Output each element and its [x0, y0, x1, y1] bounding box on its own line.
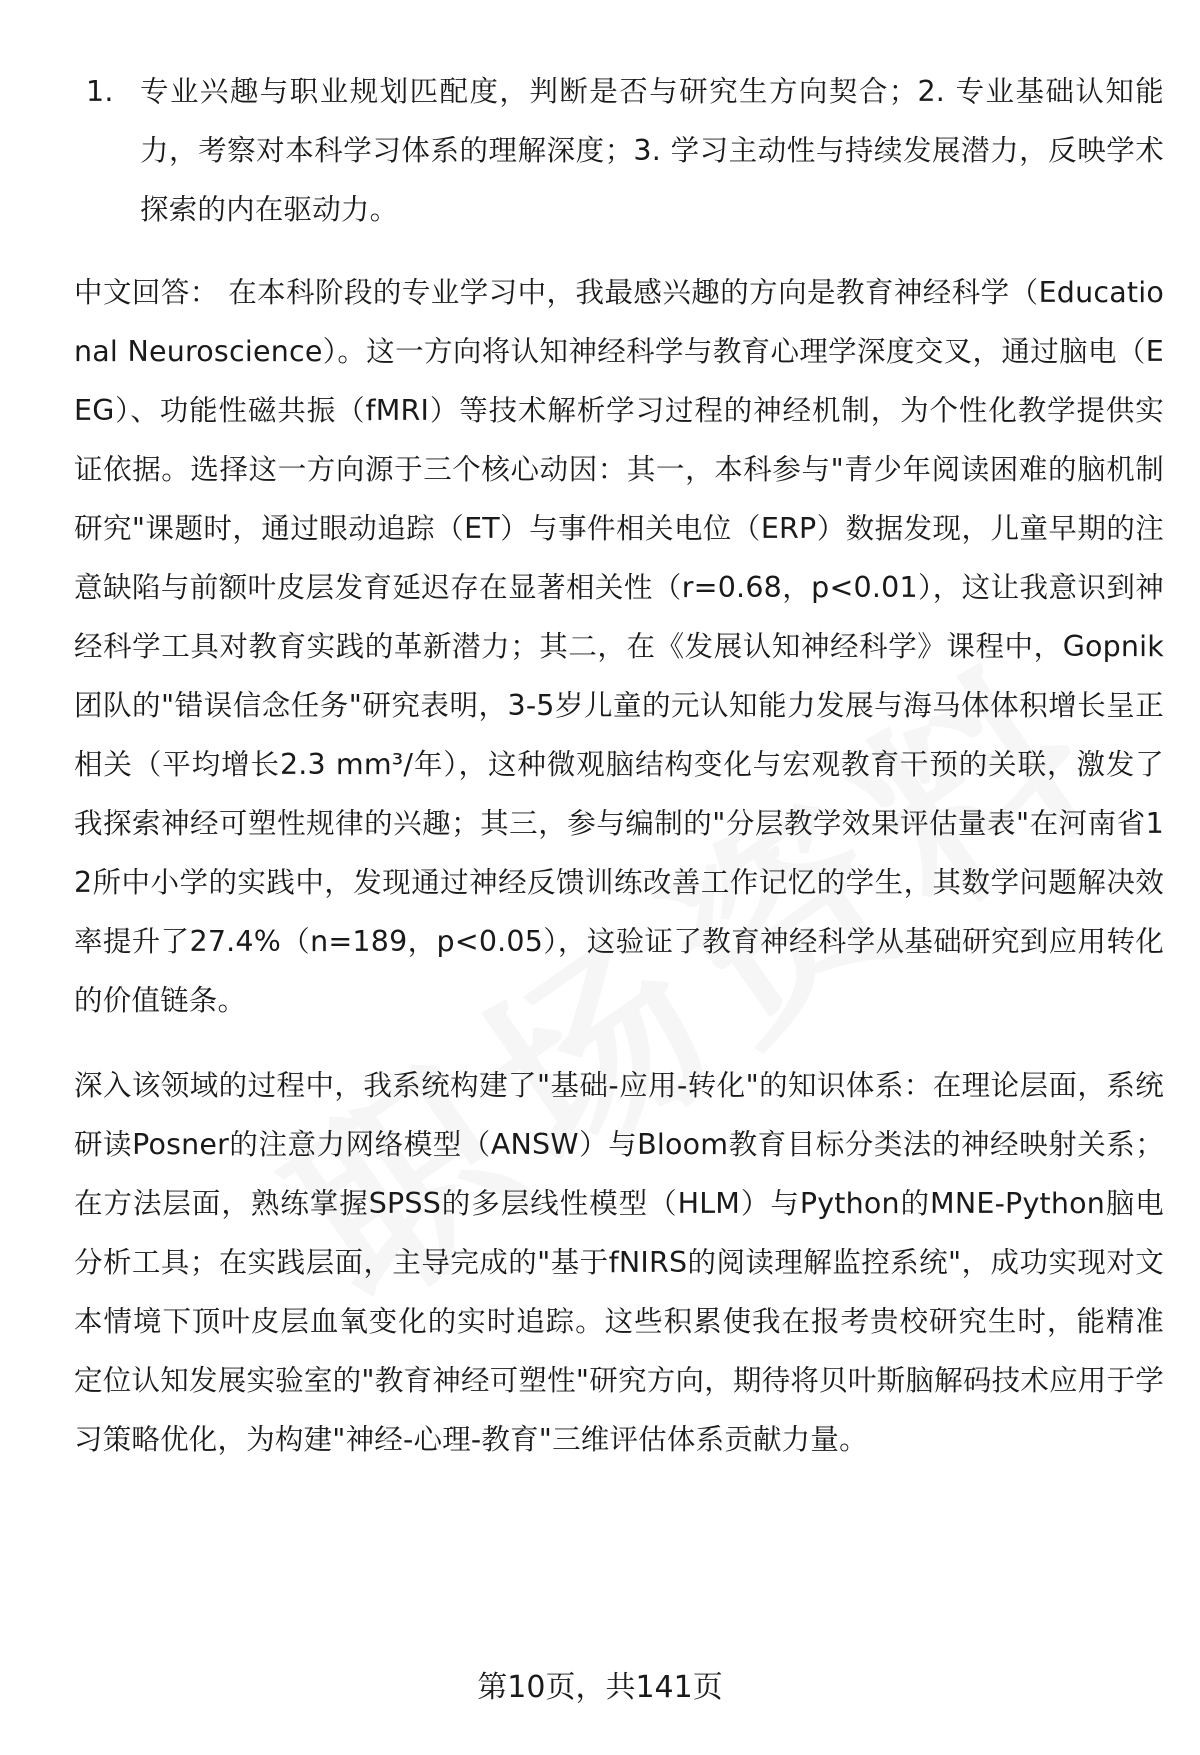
list-item-text: 专业兴趣与职业规划匹配度，判断是否与研究生方向契合；2. 专业基础认知能力，考察对本科学习体系的理解深度；3. 学习主动性与持续发展潜力，反映学术探索的内在驱动力。: [140, 75, 1164, 226]
answer-paragraph-2: 深入该领域的过程中，我系统构建了"基础-应用-转化"的知识体系：在理论层面，系统研读Posner的注意力网络模型（ANSW）与Bloom教育目标分类法的神经映射关系；在方法层面，熟练掌握SPSS的多层线性模型（HLM）与Python的MNE-Python脑电分析工具；在实践层面，主导完成的"基于fNIRS的阅读理解监控系统"，成功实现对文本情境下顶叶皮层血氧变化的实时追踪。这些积累使我在报考贵校研究生时，能精准定位认知发展实验室的"教育神经可塑性"研究方向，期待将贝叶斯脑解码技术应用于学习策略优化，为构建"神经-心理-教育"三维评估体系贡献力量。: [74, 1069, 1164, 1456]
list-item-number: 1.: [86, 75, 114, 108]
answer-paragraph-1: 中文回答： 在本科阶段的专业学习中，我最感兴趣的方向是教育神经科学（Educational Neuroscience）。这一方向将认知神经科学与教育心理学深度交叉，通过脑电（EEG）、功能性磁共振（fMRI）等技术解析学习过程的神经机制，为个性化教学提供实证依据。选择这一方向源于三个核心动因：其一，本科参与"青少年阅读困难的脑机制研究"课题时，通过眼动追踪（ET）与事件相关电位（ERP）数据发现，儿童早期的注意缺陷与前额叶皮层发育延迟存在显著相关性（r=0.68，p<0.01），这让我意识到神经科学工具对教育实践的革新潜力；其二，在《发展认知神经科学》课程中，Gopnik团队的"错误信念任务"研究表明，3-5岁儿童的元认知能力发展与海马体体积增长呈正相关（平均增长2.3 mm³/年），这种微观脑结构变化与宏观教育干预的关联，激发了我探索神经可塑性规律的兴趣；其三，参与编制的"分层教学效果评估量表"在河南省12所中小学的实践中，发现通过神经反馈训练改善工作记忆的学生，其数学问题解决效率提升了27.4%（n=189，p<0.05），这验证了教育神经科学从基础研究到应用转化的价值链条。: [74, 276, 1164, 1017]
list-item: [74, 62, 1164, 239]
document-body: [74, 62, 1164, 1495]
page-number-footer: 第10页，共141页: [477, 1670, 723, 1705]
